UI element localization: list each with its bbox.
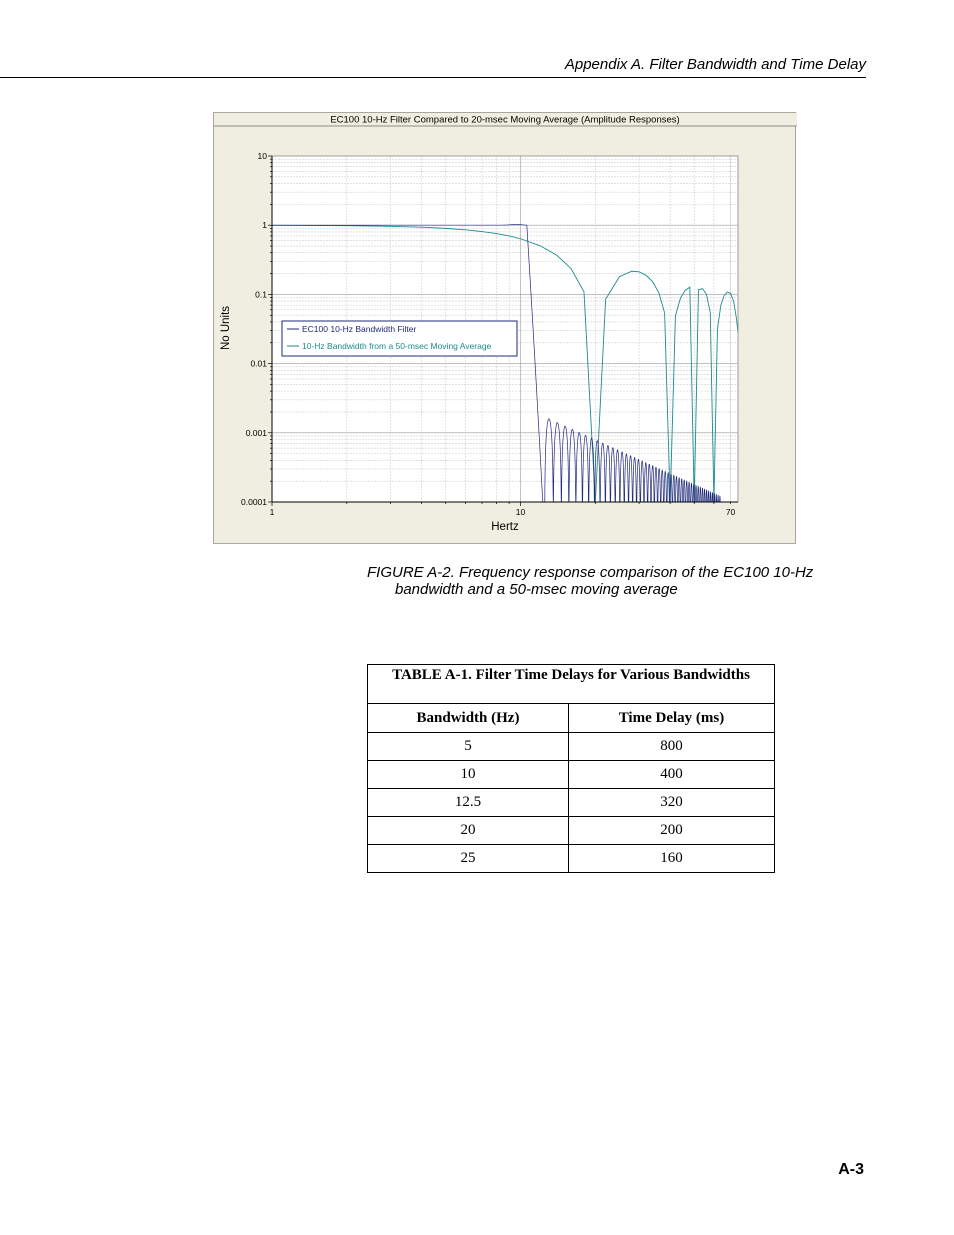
table-cell-time-delay: 320 xyxy=(568,789,774,817)
table-header-bandwidth: Bandwidth (Hz) xyxy=(368,704,569,733)
table-cell-bandwidth: 25 xyxy=(368,845,569,873)
y-tick-label: 0.0001 xyxy=(241,497,267,507)
table-header-time-delay: Time Delay (ms) xyxy=(568,704,774,733)
table-cell-bandwidth: 5 xyxy=(368,733,569,761)
legend-entry: 10-Hz Bandwidth from a 50-msec Moving Average xyxy=(302,341,492,351)
y-axis-label: No Units xyxy=(220,305,232,351)
y-tick-label: 1 xyxy=(262,220,267,231)
y-tick-label: 0.01 xyxy=(250,358,267,369)
x-axis-label: Hertz xyxy=(491,521,519,533)
x-tick-label: 1 xyxy=(269,507,275,517)
table-cell-time-delay: 800 xyxy=(568,733,774,761)
y-tick-label: 0.001 xyxy=(245,427,267,438)
legend-entry: EC100 10-Hz Bandwidth Filter xyxy=(302,324,417,334)
table-row xyxy=(368,733,775,761)
table-cell-time-delay: 160 xyxy=(568,845,774,873)
header-title: Appendix A. Filter Bandwidth and Time Delay xyxy=(564,56,866,73)
figure-caption-line-1: FIGURE A-2. Frequency response comparison of the EC100 10-Hz xyxy=(367,564,814,581)
chart-svg xyxy=(214,113,797,545)
y-tick-label: 0.1 xyxy=(255,289,267,300)
chart-title-band xyxy=(214,113,797,126)
table-title: TABLE A-1. Filter Time Delays for Various Bandwidths xyxy=(368,665,775,704)
figure-caption-line-2: bandwidth and a 50-msec moving average xyxy=(395,581,678,598)
table-row xyxy=(368,789,775,817)
table-row xyxy=(368,817,775,845)
table-row xyxy=(368,845,775,873)
table-cell-time-delay: 200 xyxy=(568,817,774,845)
page-header xyxy=(0,55,866,78)
frequency-response-chart xyxy=(213,112,796,544)
table-row xyxy=(368,761,775,789)
table-cell-bandwidth: 10 xyxy=(368,761,569,789)
x-tick-label: 10 xyxy=(515,507,526,517)
chart-title: EC100 10-Hz Filter Compared to 20-msec Moving Average (Amplitude Responses) xyxy=(330,114,680,126)
chart-legend xyxy=(282,321,517,356)
filter-time-delay-table xyxy=(367,664,775,873)
page-number: A-3 xyxy=(838,1161,864,1178)
table-cell-bandwidth: 12.5 xyxy=(368,789,569,817)
y-tick-label: 10 xyxy=(257,151,267,161)
table-cell-bandwidth: 20 xyxy=(368,817,569,845)
table-cell-time-delay: 400 xyxy=(568,761,774,789)
figure-caption xyxy=(367,564,867,598)
x-tick-label: 70 xyxy=(725,507,736,517)
